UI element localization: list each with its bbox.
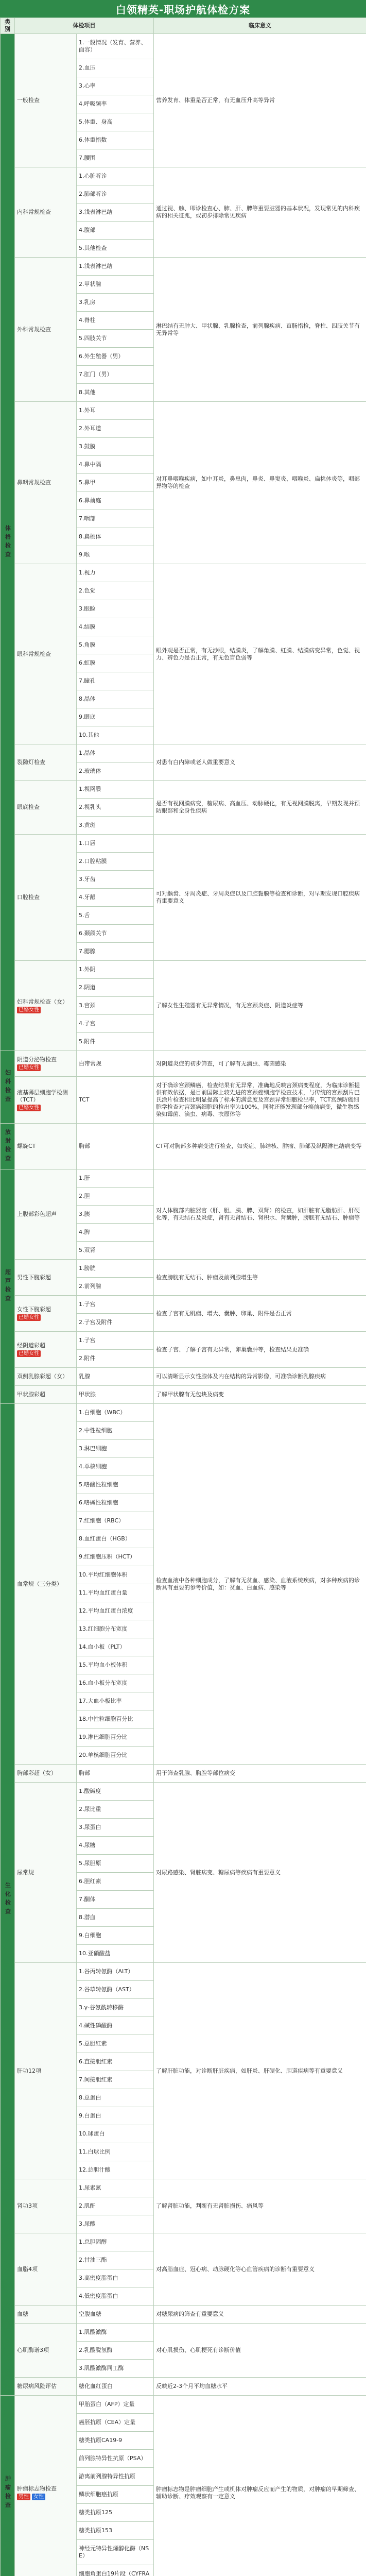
- exam-item: 6.虹膜: [77, 654, 154, 672]
- exam-item: 4.脊柱: [77, 312, 154, 330]
- exam-item: 3.心率: [77, 77, 154, 95]
- exam-item: 1.视网膜: [77, 781, 154, 799]
- exam-item: 细胞角蛋白19片段（CYFRA: [77, 2565, 154, 2576]
- audience-tag: 男性: [17, 2494, 30, 2500]
- table-row: [1, 1404, 366, 1422]
- exam-item: 糖类抗原125: [77, 2504, 154, 2522]
- table-row: [1, 1963, 366, 1981]
- clinical-meaning: 对阴道炎症的初步筛查，可了解有无滴虫、霉菌感染: [154, 1051, 366, 1077]
- table-row: [1, 402, 366, 420]
- exam-item: 2.尿比重: [77, 1801, 154, 1819]
- table-row: [1, 2324, 366, 2342]
- project-name: 双侧乳腺彩超（女）: [17, 1373, 68, 1380]
- exam-item: 2.肺部听诊: [77, 185, 154, 204]
- clinical-meaning: 用于筛查乳腺、胸腔等部位病变: [154, 1765, 366, 1783]
- exam-item: 6.嗜碱性粒细胞: [77, 1494, 154, 1512]
- table-row: [1, 781, 366, 799]
- exam-item: 6.鼻前庭: [77, 492, 154, 510]
- clinical-meaning: 对心肌损伤、心肌梗死有诊断价值: [154, 2324, 366, 2378]
- exam-item: 3.鼓膜: [77, 438, 154, 456]
- exam-item: 10.其他: [77, 726, 154, 744]
- category-cell: 妇科检查: [1, 1051, 15, 1124]
- project-name: 胸部彩超（女）: [17, 1770, 57, 1776]
- exam-item: 1.肌酸激酶: [77, 2324, 154, 2342]
- exam-item: 3.γ-谷氨酰转移酶: [77, 1999, 154, 2017]
- clinical-meaning: 对患有白内障或老人做重要意义: [154, 744, 366, 781]
- exam-item: 4.单核细胞: [77, 1458, 154, 1476]
- clinical-meaning: 可以清晰显示女性腺体及内在结构的异常影像，可准确诊断乳腺疾病: [154, 1368, 366, 1386]
- table-row: [1, 1260, 366, 1278]
- exam-item: 4.腹部: [77, 222, 154, 240]
- audience-tag: 已婚女性: [17, 1314, 41, 1321]
- category-cell: 体格检查: [1, 34, 15, 1051]
- project-cell: [15, 1765, 77, 1783]
- table-row: [1, 1783, 366, 1801]
- project-name: 液基薄层细胞学检测（TCT）: [17, 1089, 68, 1103]
- exam-item: 10.亚硝酸盐: [77, 1945, 154, 1963]
- clinical-meaning: 检查血液中各种细胞成分，了解有无贫血、感染、血液系统疾病，对多种疾病的诊断具有重要的参考价值，如：贫血、白血病、感染等: [154, 1404, 366, 1765]
- exam-item: 4.结膜: [77, 618, 154, 636]
- exam-item: 前列腺特异性抗原（PSA）: [77, 2450, 154, 2468]
- table-row: [1, 1051, 366, 1077]
- project-cell: [15, 2306, 77, 2324]
- table-row: [1, 1077, 366, 1124]
- project-name: 糖尿病风险评估: [17, 2383, 57, 2389]
- table-row: [1, 1368, 366, 1386]
- exam-item: 2.肌酐: [77, 2197, 154, 2215]
- exam-item: 1.肝: [77, 1170, 154, 1188]
- project-name: 经阴道彩超: [17, 1342, 45, 1349]
- exam-item: 5.尿胆原: [77, 1855, 154, 1873]
- exam-item: 5.双肾: [77, 1242, 154, 1260]
- project-cell: [15, 2396, 77, 2576]
- exam-item: 1.视力: [77, 564, 154, 582]
- clinical-meaning: 肿瘤标志物是肿瘤细胞产生或机体对肿瘤反应而产生的物质，对肿瘤的早期筛查、辅助诊断、疗效观察有一定意义: [154, 2396, 366, 2576]
- project-cell: [15, 1368, 77, 1386]
- exam-item: 2.外耳道: [77, 420, 154, 438]
- exam-item: 5.角膜: [77, 636, 154, 654]
- exam-item: 6.体重指数: [77, 131, 154, 149]
- exam-item: 7.红细胞（RBC）: [77, 1512, 154, 1530]
- exam-item: 糖化血红蛋白: [77, 2378, 154, 2396]
- exam-item: 3.高密度脂蛋白: [77, 2269, 154, 2287]
- exam-item: 4.牙龈: [77, 889, 154, 907]
- exam-item: 8.其他: [77, 384, 154, 402]
- exam-plan-body: [1, 18, 366, 2576]
- project-name: 肾功3项: [17, 2202, 38, 2209]
- exam-item: 2.口腔粘膜: [77, 853, 154, 871]
- exam-item: 17.大血小板比率: [77, 1692, 154, 1710]
- project-cell: [15, 781, 77, 835]
- exam-item: 10.平均红细胞体积: [77, 1566, 154, 1584]
- exam-item: 1.尿素氮: [77, 2179, 154, 2197]
- project-cell: [15, 1260, 77, 1296]
- clinical-meaning: 对尿路感染、肾脏病变、糖尿病等疾病有重要意义: [154, 1783, 366, 1963]
- exam-item: 9.白细胞: [77, 1927, 154, 1945]
- exam-item: 19.淋巴细胞百分比: [77, 1728, 154, 1747]
- exam-item: 12.总胆汁酸: [77, 2161, 154, 2179]
- project-cell: [15, 34, 77, 167]
- table-row: [1, 2306, 366, 2324]
- table-row: [1, 2396, 366, 2414]
- project-name: 肝功12项: [17, 2067, 41, 2074]
- project-cell: [15, 1783, 77, 1963]
- exam-item: 1.浅表淋巴结: [77, 258, 154, 276]
- exam-item: 5.体重、身高: [77, 113, 154, 131]
- table-row: [1, 1332, 366, 1350]
- project-name: 男性下腹彩超: [17, 1274, 51, 1281]
- exam-item: 2.视乳头: [77, 799, 154, 817]
- exam-item: 白带常规: [77, 1051, 154, 1077]
- header-project: 体检项目: [15, 18, 154, 34]
- clinical-meaning: 对人体腹部内脏器官（肝、胆、胰、脾、双肾）的检查，如肝脏有无脂肪肝、肝硬化等，有无结石及炎症，肾有无肾结石、肾积水、肾囊肿，膀胱有无结石、肿瘤等: [154, 1170, 366, 1260]
- clinical-meaning: 检查膀胱有无结石、肿瘤及前列腺增生等: [154, 1260, 366, 1296]
- exam-item: 8.晶体: [77, 690, 154, 708]
- exam-item: 14.血小板（PLT）: [77, 1638, 154, 1656]
- table-row: [1, 744, 366, 762]
- header-category: 类别: [1, 18, 15, 34]
- exam-item: 6.直接胆红素: [77, 2053, 154, 2071]
- project-name: 外科常规检查: [17, 326, 51, 333]
- category-cell: 超声检查: [1, 1170, 15, 1404]
- clinical-meaning: 检查子宫、了解子宫有无异常，卵巢囊肿等，检查结果更准确: [154, 1332, 366, 1368]
- project-name: 阴道分泌物检查: [17, 1056, 57, 1063]
- project-name: 裂隙灯检查: [17, 758, 45, 766]
- exam-item: 5.四肢关节: [77, 330, 154, 348]
- exam-item: 3.淋巴细胞: [77, 1440, 154, 1458]
- project-cell: [15, 835, 77, 961]
- project-cell: [15, 1077, 77, 1124]
- exam-item: 6.颞颌关节: [77, 925, 154, 943]
- project-name: 口腔检查: [17, 894, 40, 901]
- exam-item: 鳞状细胞癌抗原: [77, 2486, 154, 2504]
- clinical-meaning: 对于确诊宫颈鳞癌，检查结果有无异常，准确地反映宫颈病变程度，为临床诊断提供有效依据，是目前国际上较先进的宫颈癌细胞学检查技术，与传统的宫颈刮片巴氏涂片检查相比明显提高了标本的满意度及宫颈异常细胞检出率，TCT宫颈防癌细胞学检查对宫颈癌细胞的检出率为100%，同时还能发现部分癌前病变，微生物感染如霉菌、滴虫、病毒、衣原体等: [154, 1077, 366, 1124]
- exam-item: 10.球蛋白: [77, 2125, 154, 2143]
- project-cell: [15, 167, 77, 258]
- project-cell: [15, 1404, 77, 1765]
- exam-item: 5.嗜酸性粒细胞: [77, 1476, 154, 1494]
- exam-item: 2.子宫及附件: [77, 1314, 154, 1332]
- table-header-row: [1, 18, 366, 34]
- exam-item: 1.白细胞（WBC）: [77, 1404, 154, 1422]
- exam-item: 糖类抗原CA19-9: [77, 2432, 154, 2450]
- exam-item: 游离前列腺特异性抗原: [77, 2468, 154, 2486]
- exam-item: 4.脾: [77, 1224, 154, 1242]
- project-cell: [15, 258, 77, 402]
- exam-item: 糖类抗原153: [77, 2522, 154, 2540]
- project-name: 一般检查: [17, 97, 40, 104]
- exam-item: 6.外生殖器（男）: [77, 348, 154, 366]
- project-cell: [15, 1124, 77, 1170]
- table-row: [1, 1170, 366, 1188]
- exam-item: 1.膀胱: [77, 1260, 154, 1278]
- project-cell: [15, 1170, 77, 1260]
- project-name: 眼底检查: [17, 804, 40, 810]
- exam-item: 4.碱性磷酸酶: [77, 2017, 154, 2035]
- table-row: [1, 1765, 366, 1783]
- table-row: [1, 34, 366, 59]
- exam-item: 6.胆红素: [77, 1873, 154, 1891]
- exam-item: 1.外阴: [77, 961, 154, 979]
- table-row: [1, 1386, 366, 1404]
- exam-item: 11.白球比例: [77, 2143, 154, 2161]
- table-row: [1, 564, 366, 582]
- exam-item: 8.潜血: [77, 1909, 154, 1927]
- table-row: [1, 2179, 366, 2197]
- clinical-meaning: 了解肝脏功能，对诊断肝脏疾病，如肝炎、肝硬化、胆道疾病等有重要意义: [154, 1963, 366, 2179]
- exam-item: 2.色觉: [77, 582, 154, 600]
- project-cell: [15, 961, 77, 1051]
- clinical-meaning: 对耳鼻咽喉疾病，如中耳炎，鼻息肉，鼻炎、鼻窦炎、咽喉炎、扁桃体炎等，咽部异物等的检查: [154, 402, 366, 564]
- exam-item: 8.总蛋白: [77, 2089, 154, 2107]
- project-name: 血脂4项: [17, 2265, 38, 2273]
- exam-item: 3.胰: [77, 1206, 154, 1224]
- project-name: 尿常规: [17, 1869, 34, 1876]
- exam-item: 2.胆: [77, 1188, 154, 1206]
- exam-item: 2.谷草转氨酶（AST）: [77, 1981, 154, 1999]
- exam-item: 5.其他检查: [77, 240, 154, 258]
- exam-item: 4.尿糖: [77, 1837, 154, 1855]
- exam-item: 1.谷丙转氨酶（ALT）: [77, 1963, 154, 1981]
- exam-item: 2.玻璃体: [77, 762, 154, 781]
- exam-item: 12.平均血红蛋白浓度: [77, 1602, 154, 1620]
- project-cell: [15, 2324, 77, 2378]
- table-row: [1, 258, 366, 276]
- project-name: 上腹部彩色超声: [17, 1211, 57, 1217]
- exam-item: 9.白蛋白: [77, 2107, 154, 2125]
- exam-item: 20.单核细胞百分比: [77, 1747, 154, 1765]
- exam-item: 16.血小板分布宽度: [77, 1674, 154, 1692]
- exam-item: 9.喉: [77, 546, 154, 564]
- exam-item: 3.眼睑: [77, 600, 154, 618]
- project-cell: [15, 1296, 77, 1332]
- exam-item: 2.阴道: [77, 979, 154, 997]
- exam-item: 空腹血糖: [77, 2306, 154, 2324]
- exam-item: 5.鼻甲: [77, 474, 154, 492]
- exam-item: 1.酸碱度: [77, 1783, 154, 1801]
- exam-item: 2.乳酸脱氢酶: [77, 2342, 154, 2360]
- exam-item: 9.眼底: [77, 708, 154, 726]
- clinical-meaning: 了解甲状腺有无包块及病变: [154, 1386, 366, 1404]
- clinical-meaning: 眼外观是否正常，有无沙眼，结膜炎，了解角膜、虹膜、结膜病变异常，色觉、视力、辨色力是否正常，有无色盲色弱等: [154, 564, 366, 744]
- table-row: [1, 2378, 366, 2396]
- table-row: [1, 835, 366, 853]
- exam-item: 癌胚抗原（CEA）定量: [77, 2414, 154, 2432]
- header-meaning: 临床意义: [154, 18, 366, 34]
- project-cell: [15, 1963, 77, 2179]
- exam-item: 4.低密度脂蛋白: [77, 2287, 154, 2306]
- exam-item: 1.总胆固醇: [77, 2233, 154, 2251]
- exam-item: 1.口唇: [77, 835, 154, 853]
- clinical-meaning: 营养发育、体重是否正常，有无血压升高等异常: [154, 34, 366, 167]
- exam-item: 2.中性粒细胞: [77, 1422, 154, 1440]
- project-cell: [15, 744, 77, 781]
- project-cell: [15, 2378, 77, 2396]
- clinical-meaning: 对糖尿病的筛查有重要意义: [154, 2306, 366, 2324]
- clinical-meaning: 了解女性生殖器有无异常情况，有无宫颈炎症、阴道炎症等: [154, 961, 366, 1051]
- table-row: [1, 167, 366, 185]
- exam-plan-table: [0, 18, 366, 2576]
- exam-item: 2.甲状腺: [77, 276, 154, 294]
- exam-item: TCT: [77, 1077, 154, 1124]
- project-name: 螺旋CT: [17, 1143, 36, 1149]
- clinical-meaning: 对高脂血症、冠心病、动脉硬化等心血管疾病的诊断有重要意义: [154, 2233, 366, 2306]
- exam-item: 8.扁桃体: [77, 528, 154, 546]
- table-row: [1, 2233, 366, 2251]
- exam-item: 4.鼻中隔: [77, 456, 154, 474]
- exam-item: 7.间接胆红素: [77, 2071, 154, 2089]
- exam-item: 2.血压: [77, 59, 154, 77]
- clinical-meaning: 淋巴结有无肿大、甲状腺、乳腺检查，前列腺疾病、直肠指检，脊柱、四肢关节有无异常等: [154, 258, 366, 402]
- clinical-meaning: 可对龋齿、牙周炎症、牙周炎症以及口腔黏膜等检查和诊断，对早期发现口腔疾病有重要意义: [154, 835, 366, 961]
- project-cell: [15, 1051, 77, 1077]
- project-name: 肿瘤标志物检查: [17, 2485, 57, 2492]
- audience-tag: 女性: [32, 2494, 45, 2500]
- clinical-meaning: CT可对胸部多种病变进行检查，如炎症、肺结核、肿瘤、肺部及纵隔淋巴结病变等: [154, 1124, 366, 1170]
- exam-item: 5.舌: [77, 907, 154, 925]
- project-cell: [15, 564, 77, 744]
- exam-item: 18.中性粒细胞百分比: [77, 1710, 154, 1728]
- category-cell: 肿瘤检查: [1, 2396, 15, 2576]
- exam-item: 3.肌酸激酶同工酶: [77, 2360, 154, 2378]
- project-name: 心肌酶谱3项: [17, 2347, 49, 2353]
- exam-item: 3.乳房: [77, 294, 154, 312]
- exam-item: 15.平均血小板体积: [77, 1656, 154, 1674]
- exam-item: 7.瞳孔: [77, 672, 154, 690]
- exam-item: 胸部: [77, 1765, 154, 1783]
- audience-tag: 已婚女性: [17, 1064, 41, 1071]
- project-cell: [15, 1386, 77, 1404]
- category-cell: 放射检查: [1, 1124, 15, 1170]
- exam-item: 乳腺: [77, 1368, 154, 1386]
- exam-item: 4.子宫: [77, 1015, 154, 1033]
- clinical-meaning: 反映近2-3个月平均血糖水平: [154, 2378, 366, 2396]
- exam-item: 1.外耳: [77, 402, 154, 420]
- exam-item: 胸部: [77, 1124, 154, 1170]
- exam-item: 5.总胆红素: [77, 2035, 154, 2053]
- clinical-meaning: 检查子宫有无肌瘤、增大、囊肿、卵巢、附件是否正常: [154, 1296, 366, 1332]
- exam-item: 1.子宫: [77, 1332, 154, 1350]
- exam-item: 1.子宫: [77, 1296, 154, 1314]
- exam-item: 2.前列腺: [77, 1278, 154, 1296]
- project-name: 女性下腹彩超: [17, 1306, 51, 1313]
- exam-item: 甲状腺: [77, 1386, 154, 1404]
- project-name: 眼科常规检查: [17, 650, 51, 657]
- exam-item: 4.呼吸频率: [77, 95, 154, 113]
- project-name: 血糖: [17, 2311, 28, 2317]
- project-cell: [15, 2233, 77, 2306]
- audience-tag: 已婚女性: [17, 1007, 41, 1013]
- clinical-meaning: 是否有视网膜病变，糖尿病、高血压、动脉硬化，有无视网膜脱离，早期发现并预防眼部和全身性疾病: [154, 781, 366, 835]
- clinical-meaning: 通过视、触、叩诊检查心、肺、肝、脾等重要脏器的基本状况，发现常见的内科疾病的相关征兆，或初步排除常见疾病: [154, 167, 366, 258]
- exam-item: 3.浅表淋巴结: [77, 204, 154, 222]
- exam-item: 1.晶体: [77, 744, 154, 762]
- exam-item: 7.腮腺: [77, 943, 154, 961]
- exam-item: 13.红细胞分布宽度: [77, 1620, 154, 1638]
- exam-item: 7.酮体: [77, 1891, 154, 1909]
- table-row: [1, 1296, 366, 1314]
- project-cell: [15, 402, 77, 564]
- exam-item: 3.牙齿: [77, 871, 154, 889]
- project-name: 鼻咽常规检查: [17, 479, 51, 486]
- exam-item: 2.附件: [77, 1350, 154, 1368]
- audience-tag: 已婚女性: [17, 1350, 41, 1357]
- category-cell: 生化检查: [1, 1404, 15, 2396]
- exam-item: 3.宫颈: [77, 997, 154, 1015]
- exam-item: 3.尿蛋白: [77, 1819, 154, 1837]
- exam-item: 5.附件: [77, 1033, 154, 1051]
- exam-item: 11.平均血红蛋白量: [77, 1584, 154, 1602]
- exam-item: 1.心脏听诊: [77, 167, 154, 185]
- project-name: 甲状腺彩超: [17, 1391, 45, 1398]
- project-cell: [15, 2179, 77, 2233]
- exam-item: 9.红细胞压积（HCT）: [77, 1548, 154, 1566]
- project-name: 血常规（三分类）: [17, 1580, 62, 1587]
- exam-item: 8.血红蛋白（HGB）: [77, 1530, 154, 1548]
- clinical-meaning: 了解肾脏功能，判断有无肾脏损伤、痛风等: [154, 2179, 366, 2233]
- project-cell: [15, 1332, 77, 1368]
- table-row: [1, 1124, 366, 1170]
- page-title: 白领精英-职场护航体检方案: [0, 0, 366, 18]
- exam-item: 甲胎蛋白（AFP）定量: [77, 2396, 154, 2414]
- exam-item: 2.甘油三酯: [77, 2251, 154, 2269]
- project-name: 妇科常规检查（女）: [17, 998, 68, 1005]
- project-name: 内科常规检查: [17, 209, 51, 215]
- exam-item: 7.肛门（男）: [77, 366, 154, 384]
- audience-tag: 已婚女性: [17, 1105, 41, 1111]
- exam-item: 7.咽部: [77, 510, 154, 528]
- exam-item: 神经元特异性烯醇化酶（NSE）: [77, 2540, 154, 2565]
- exam-item: 1.一般情况（发育、营养、面容）: [77, 34, 154, 59]
- table-row: [1, 961, 366, 979]
- exam-item: 3.黄斑: [77, 817, 154, 835]
- exam-item: 7.腰围: [77, 149, 154, 167]
- exam-item: 3.尿酸: [77, 2215, 154, 2233]
